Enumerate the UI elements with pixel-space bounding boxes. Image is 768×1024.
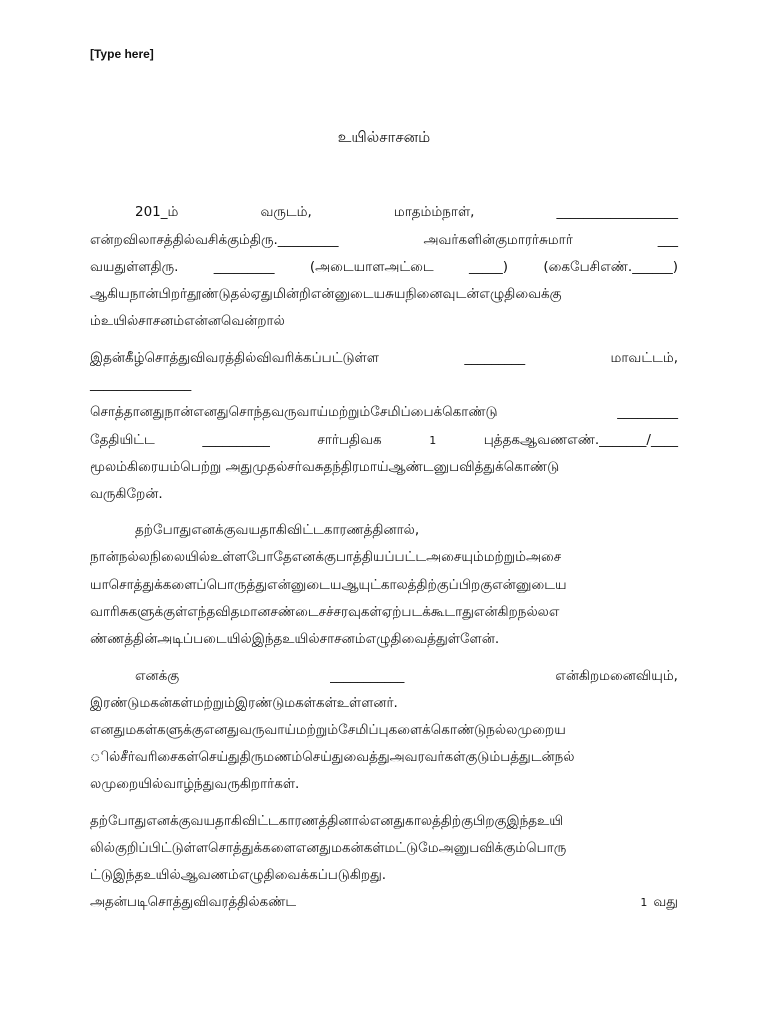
sub-registrar-label: சார்பதிவக [317, 432, 382, 448]
para2-line2: _______________ [90, 376, 192, 392]
property-own-text: சொத்தானதுநான்எனதுசொந்தவருவாய்மற்றும்சேமிப்பைக்கொண்டு [90, 404, 498, 420]
para2-line1 [90, 350, 678, 374]
document-title: உயில்சாசனம் [337, 128, 431, 146]
phone-label: (கைபேசிஎண்.______) [543, 259, 678, 275]
page-header: [Type here] [90, 47, 154, 61]
para3-line4: வருகிறேன். [90, 486, 163, 502]
address-text: என்றவிலாசத்தில்வசிக்கும்திரு._________ [90, 232, 339, 248]
date-blank-2: _________ [617, 404, 678, 420]
id-card-blank: _____) [469, 259, 509, 275]
para1-line2 [90, 232, 678, 256]
para3-line3: மூலம்கிரையம்பெற்று அதுமுதல்சர்வசுதந்திரமாய்ஆண்டனுபவித்துக்கொண்டு [90, 459, 560, 475]
para1-line5: ம்உயில்சாசனம்என்னவென்றால் [90, 313, 285, 329]
para1-line4: ஆகியநான்பிறர்தூண்டுதல்ஏதுமின்றிஎன்னுடையசுயநினைவுடன்எழுதிவைக்கு [90, 286, 562, 302]
para6-line3: ட்டுஇந்தஉயில்ஆவணம்எழுதிவைக்கப்படுகிறது. [90, 867, 387, 883]
para6-line2: லில்குறிப்பிட்டுள்ளசொத்துக்களைஎனதுமகன்கள்மட்டுமேஅனுபவிக்கும்பொரு [90, 840, 567, 856]
para1-line1 [135, 204, 678, 228]
para5-line5: லமுறையில்வாழ்ந்துவருகிறார்கள். [90, 776, 300, 792]
para4-line4: வாரிசுகளுக்குள்எந்தவிதமானசண்டைசச்சரவுகள்ஏற்படக்கூடாதுஎன்கிறநல்லஎ [90, 604, 560, 620]
para4-line3: யாசொத்துக்களைப்பொருத்துஎன்னுடையஆயுட்காலத்திற்குப்பிறகுஎன்னுடைய [90, 577, 567, 593]
book-number: 1 [429, 434, 437, 447]
date-label: மாதம்ம்நாள், [393, 204, 475, 220]
para6-line4 [90, 894, 678, 918]
age-blank: ___ [657, 232, 678, 248]
dated-label: தேதியிட்ட [90, 432, 155, 448]
office-blank: __________ [202, 432, 270, 448]
year-label: வருடம், [260, 204, 312, 220]
wife-label: என்கிறமனைவியும், [555, 668, 678, 684]
para5-line1 [135, 668, 678, 692]
year-field: 201_ம் [135, 204, 179, 220]
para1-line3 [90, 259, 678, 283]
to-me-text: எனக்கு [135, 668, 180, 684]
aged-text: வயதுள்ளதிரு. [90, 259, 179, 275]
item-number: 1 [640, 896, 648, 909]
wife-name-blank: ___________ [330, 668, 405, 684]
para4-line1: தற்போதுஎனக்குவயதாகிவிட்டகாரணத்தினால், [135, 522, 420, 538]
district-blank: _________ [464, 350, 526, 366]
para5-line4: ில்சீர்வரிசைகள்செய்துதிருமணம்செய்துவைத்துஅவரவர்கள்குடும்பத்துடன்நல் [90, 749, 575, 765]
district-label: மாவட்டம், [610, 350, 678, 366]
document-number-label: புத்தகஆவணஎண்._______/____ [483, 432, 678, 448]
para5-line3: எனதுமகள்களுக்குஎனதுவருவாய்மற்றும்சேமிப்புகளைக்கொண்டுநல்லமுறைய [90, 722, 566, 738]
para3-line1 [90, 404, 678, 428]
para5-line2: இரண்டுமகன்கள்மற்றும்இரண்டுமகள்கள்உள்ளனர். [90, 695, 398, 711]
son-of-text: அவர்களின்குமாரர்சுமார் [423, 232, 573, 248]
para6-line1: தற்போதுஎனக்குவயதாகிவிட்டகாரணத்தினால்எனதுகாலத்திற்குபிறகுஇந்தஉயி [90, 813, 564, 829]
accordingly-text: அதன்படிசொத்துவிவரத்தில்கண்ட [90, 894, 297, 910]
ordinal-suffix: வது [653, 894, 678, 910]
id-card-label: (அடையாளஅட்டை [309, 259, 434, 275]
property-desc-text: இதன்கீழ்சொத்துவிவரத்தில்விவரிக்கப்பட்டுள்ள [90, 350, 379, 366]
date-blank: __________________ [556, 204, 678, 220]
name-blank: _________ [213, 259, 275, 275]
para4-line5: ண்ணத்தின்அடிப்படையில்இந்தஉயில்சாசனம்எழுதிவைத்துள்ளேன். [90, 631, 500, 647]
para3-line2 [90, 432, 678, 456]
para4-line2: நான்நல்லநிலையில்உள்ளபோதேஎனக்குபாத்தியப்பட்டஅசையும்மற்றும்அசை [90, 549, 562, 565]
